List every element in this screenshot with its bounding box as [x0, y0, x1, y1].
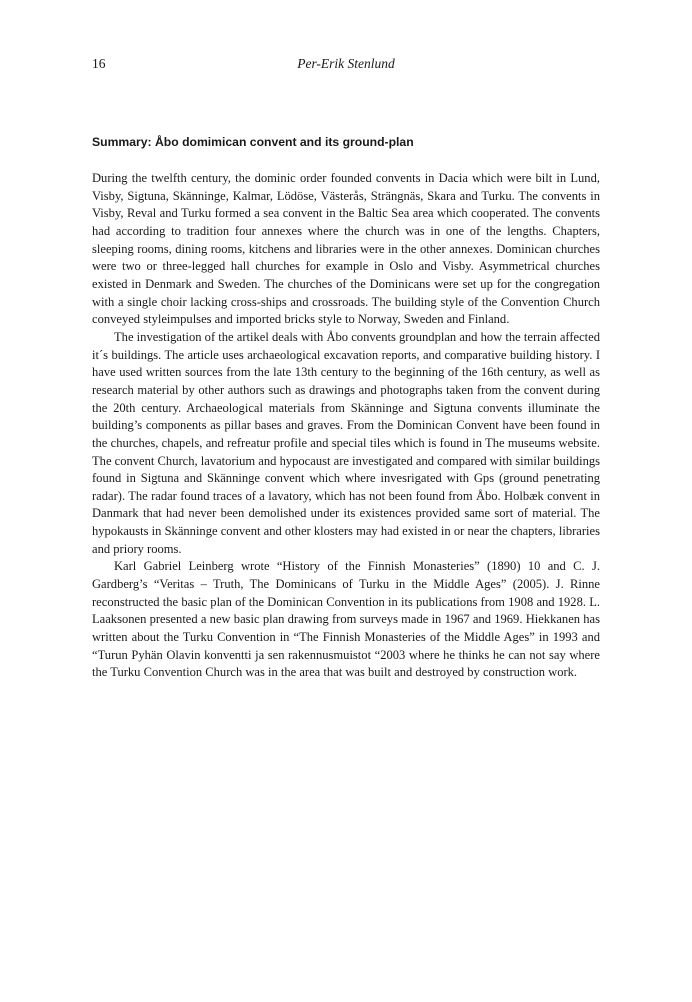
running-header [92, 54, 600, 74]
summary-paragraph: Karl Gabriel Leinberg wrote “History of the Finnish Monasteries” (1890) 10 and C. J. Gardberg’s “Veritas – Truth, The Dominicans of Turku in the Middle Ages” (2005). J. Rinne reconstructed the basic plan of the Dominican Convention in its publications from 1908 and 1928. L. Laaksonen presented a new basic plan drawing from surveys made in 1967 and 1969. Hiekkanen has written about the Turku Convention in “The Finnish Monasteries of the Middle Ages” in 1993 and “Turun Pyhän Olavin konventti ja sen rakennusmuistot “2003 where he thinks he can not say where the Turku Convention Church was in the area that was built and destroyed by construction work. [92, 559, 600, 680]
summary-paragraph: The investigation of the artikel deals with Åbo convents groundplan and how the terrain affected it´s buildings. The article uses archaeological excavation reports, and comparative building history. I have used written sources from the late 13th century to the beginning of the 16th century, as well as research material by other authors such as drawings and photographs taken from the convent during the 20th century. Archaeological materials from Skänninge and Sigtuna convents illuminate the building’s components as pillar bases and graves. From the Dominican Convent have been found in the churches, chapels, and refreatur profile and special tiles which is found in The museums website. The convent Church, lavatorium and hypocaust are investigated and compared with similar buildings found in Sigtuna and Skänninge convent which where invesrigated with Gps (ground penetrating radar). The radar found traces of a lavatory, which has not been found from Åbo. Holbæk convent in Danmark that had never been demolished under its existences provided same sort of material. The hypokausts in Skänninge convent and other klosters may had existed in or near the chapters, libraries and priory rooms. [92, 329, 600, 556]
running-author: Per-Erik Stenlund [297, 56, 395, 71]
page-number: 16 [92, 56, 106, 71]
summary-paragraph: During the twelfth century, the dominic order founded convents in Dacia which were bilt in Lund, Visby, Sigtuna, Skänninge, Kalmar, Lödöse, Västerås, Strängnäs, Skara and Turku. The convents in Visby, Reval and Turku formed a sea convent in the Baltic Sea area which cooperated. The convents had according to tradition four annexes where the church was in one of the lengths. Chapters, sleeping rooms, dining rooms, kitchens and libraries were in the other annexes. Dominican churches were two or three-legged hall churches for example in Oslo and Visby. Asymmetrical churches existed in Denmark and Sweden. The churches of the Dominicans were set up for the congregation with a single choir lacking cross-ships and crossroads. The building style of the Convention Church conveyed styleimpulses and imported bricks style to Norway, Sweden and Finland. [92, 171, 600, 327]
summary-heading: Summary: Åbo domimican convent and its ground-plan [92, 135, 414, 149]
summary-body [92, 170, 600, 682]
